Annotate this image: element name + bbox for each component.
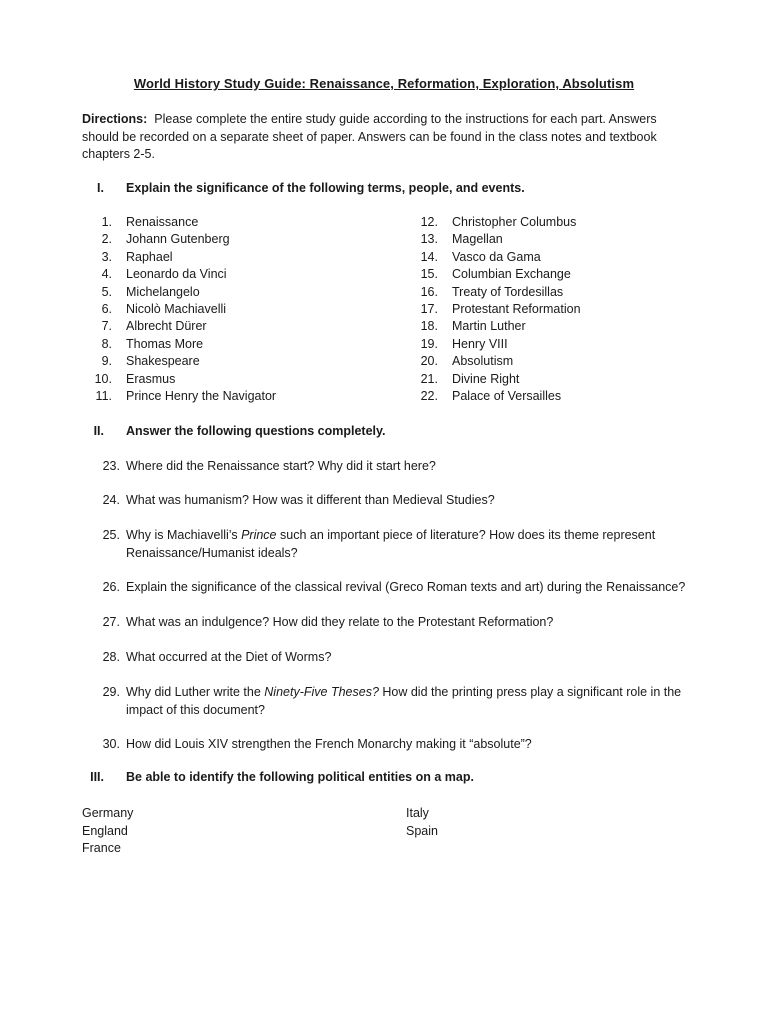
question-27: 27. What was an indulgence? How did they relate to the Protestant Reformation?: [102, 615, 554, 629]
question-29: 29. Why did Luther write the Ninety-Five Theses? How did the printing press play a significant role in the impact of this document?: [102, 685, 682, 717]
list-item: 18. Martin Luther: [420, 319, 526, 334]
question-25: 25. Why is Machiavelli’s Prince such an important piece of literature? How does its theme represent Renaissance/Humanist ideals?: [102, 528, 656, 560]
list-item: 10. Erasmus: [94, 371, 176, 386]
section-3-title: Be able to identify the following political entities on a map.: [126, 770, 474, 784]
question-28: 28. What occurred at the Diet of Worms?: [102, 650, 332, 664]
list-item: 12. Christopher Columbus: [420, 215, 577, 229]
section-2-title: Answer the following questions completely.: [126, 424, 386, 438]
list-item: 20. Absolutism: [420, 354, 514, 369]
section-2-number: II.: [93, 424, 104, 438]
terms-list-right: [408, 214, 581, 405]
list-item: 3. Raphael: [101, 249, 173, 264]
list-item: 16. Treaty of Tordesillas: [420, 284, 564, 299]
question-23: 23. Where did the Renaissance start? Why did it start here?: [102, 459, 436, 473]
list-item: 21. Divine Right: [420, 371, 520, 386]
list-item: 4. Leonardo da Vinci: [101, 267, 227, 282]
list-item: 19. Henry VIII: [420, 336, 508, 351]
list-item: 17. Protestant Reformation: [420, 302, 581, 317]
list-item: 22. Palace of Versailles: [420, 389, 562, 404]
page-title: World History Study Guide: Renaissance, Reformation, Exploration, Absolutism: [133, 76, 635, 91]
section-3-number: III.: [90, 770, 104, 784]
terms-list-left: [82, 214, 276, 405]
list-item: 14. Vasco da Gama: [420, 249, 541, 264]
section-1-title: Explain the significance of the following terms, people, and events.: [126, 181, 525, 195]
list-item: England: [82, 823, 128, 838]
section-1-number: I.: [97, 181, 104, 195]
question-24: 24. What was humanism? How was it different than Medieval Studies?: [102, 493, 495, 507]
list-item: Italy: [406, 806, 429, 820]
list-item: 15. Columbian Exchange: [420, 267, 571, 282]
question-26: 26. Explain the significance of the classical revival (Greco Roman texts and art) during the Renaissance?: [102, 580, 686, 594]
list-item: 7. Albrecht Dürer: [101, 319, 207, 334]
list-item: 13. Magellan: [420, 232, 503, 247]
map-entities-right: [406, 805, 438, 840]
map-entities-left: [82, 805, 133, 858]
list-item: 8. Thomas More: [101, 336, 204, 351]
list-item: 9. Shakespeare: [101, 354, 200, 369]
list-item: 1. Renaissance: [101, 215, 199, 229]
list-item: 6. Nicolò Machiavelli: [101, 302, 227, 317]
directions-paragraph: [82, 111, 682, 164]
list-item: 2. Johann Gutenberg: [101, 232, 230, 247]
list-item: 5. Michelangelo: [101, 284, 200, 299]
list-item: Spain: [406, 823, 438, 838]
directions-label: Directions:: [82, 112, 148, 126]
question-30: 30. How did Louis XIV strengthen the French Monarchy making it “absolute”?: [102, 737, 532, 751]
list-item: 11. Prince Henry the Navigator: [95, 389, 277, 404]
list-item: France: [82, 841, 121, 855]
list-item: Germany: [82, 806, 134, 820]
directions-text: Please complete the entire study guide according to the instructions for each part. Answers should be recorded on a separate sheet of paper. Answers can be found in the class notes and textbook chapters 2-5.: [82, 112, 657, 161]
